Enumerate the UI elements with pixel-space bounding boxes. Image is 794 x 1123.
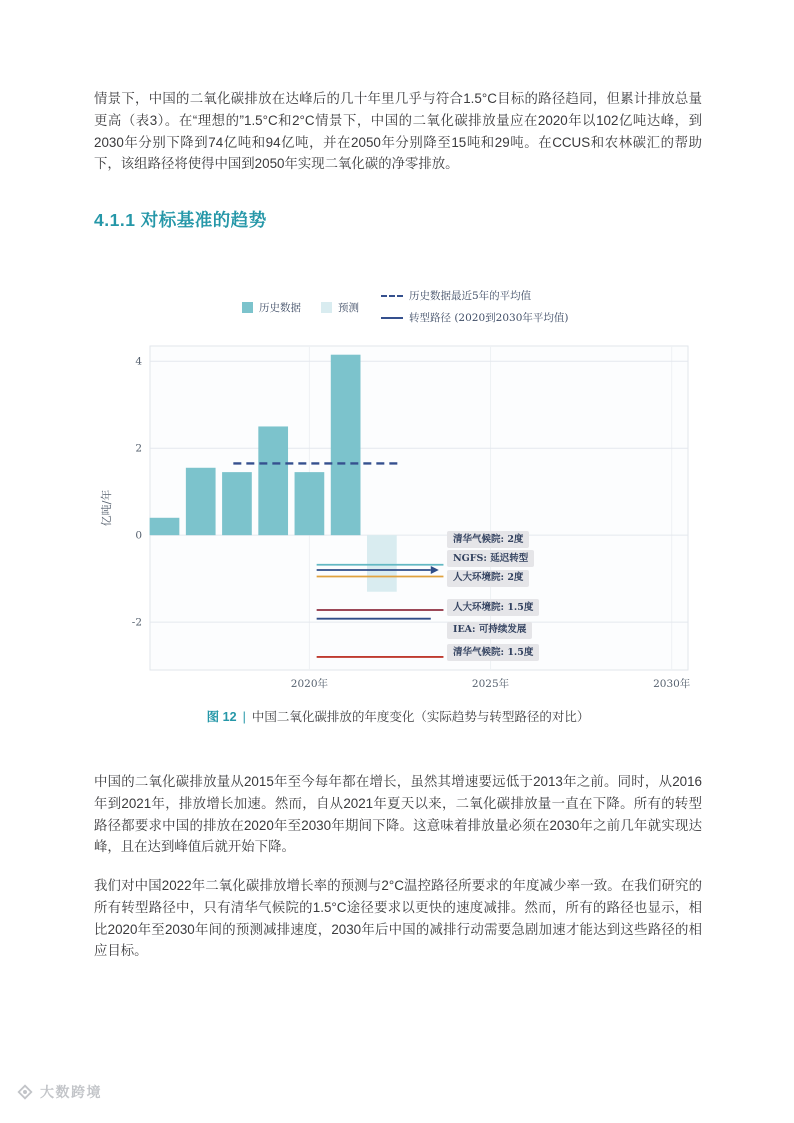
y-tick-label: 0 (135, 529, 142, 542)
chart-canvas (94, 334, 700, 702)
watermark-logo-icon (16, 1083, 34, 1101)
chart-bar (258, 426, 288, 535)
legend-item-historical (242, 289, 301, 325)
x-tick-label: 2020年 (290, 678, 329, 690)
chart-bar (331, 355, 361, 535)
chart-bar (295, 472, 325, 535)
pathway-label: IEA: 可持续发展 (447, 622, 532, 639)
chart-plot-area (94, 334, 700, 702)
legend-item-average (381, 288, 568, 303)
solid-line-icon (381, 317, 403, 319)
chart-bar (367, 535, 397, 592)
figure-title: 中国二氧化碳排放的年度变化（实际趋势与转型路径的对比） (251, 710, 590, 724)
emissions-chart (94, 280, 702, 704)
legend-swatch-group (242, 288, 359, 325)
dashed-line-icon (381, 295, 403, 297)
figure-separator: | (242, 710, 246, 724)
pathway-label: 人大环境院: 2度 (447, 570, 529, 587)
y-axis-label: 亿吨/年 (100, 489, 113, 527)
y-tick-label: -2 (131, 616, 142, 629)
pathway-label: 清华气候院: 1.5度 (447, 644, 539, 661)
chart-legend (242, 288, 568, 325)
legend-item-pathway (381, 310, 568, 325)
x-tick-label: 2025年 (471, 678, 510, 690)
pathway-label: NGFS: 延迟转型 (447, 550, 534, 567)
forecast-swatch-icon (321, 302, 332, 313)
figure-number: 图 12 (206, 710, 237, 724)
legend-label: 预测 (338, 301, 359, 314)
legend-label: 历史数据 (259, 301, 301, 314)
analysis-paragraph-2: 我们对中国2022年二氧化碳排放增长率的预测与2°C温控路径所要求的年度减少率一致。在我们研究的所有转型路径中，只有清华气候院的1.5°C途径要求以更快的速度减排。然而，所有的路径也显示，相比2020年至2030年间的预测减排速度，2030年后中国的减排行动需要急剧加速才能达到这些路径的相应目标。 (94, 878, 702, 959)
y-tick-label: 2 (135, 442, 142, 455)
x-tick-label: 2030年 (653, 678, 691, 690)
watermark (16, 1082, 102, 1102)
legend-item-forecast (321, 289, 359, 325)
y-tick-label: 4 (135, 355, 142, 368)
chart-bar (186, 468, 216, 535)
legend-line-group (381, 288, 568, 325)
legend-label: 历史数据最近5年的平均值 (409, 290, 532, 302)
historical-swatch-icon (242, 302, 253, 313)
pathway-label: 清华气候院: 2度 (447, 531, 529, 548)
section-heading: 4.1.1 对标基准的趋势 (94, 210, 267, 230)
legend-label: 转型路径 (2020到2030年平均值) (409, 312, 569, 324)
watermark-text: 大数跨境 (40, 1084, 102, 1100)
figure-caption (94, 707, 702, 725)
chart-bar (150, 518, 180, 535)
analysis-paragraph-1: 中国的二氧化碳排放量从2015年至今每年都在增长，虽然其增速要远低于2013年之前。同时，从2016年到2021年，排放增长加速。然而，自从2021年夏天以来，二氧化碳排放量一直在下降。所有的转型路径都要求中国的排放在2020年至2030年期间下降。这意味着排放量必须在2030年之前几年就实现达峰，且在达到峰值后就开始下降。 (94, 774, 702, 855)
pathway-label: 人大环境院: 1.5度 (447, 599, 539, 616)
intro-paragraph: 情景下，中国的二氧化碳排放在达峰后的几十年里几乎与符合1.5°C目标的路径趋同，但累计排放总量更高（表3）。在“理想的”1.5°C和2°C情景下，中国的二氧化碳排放量应在2020年以102亿吨达峰，到2030年分别下降到74亿吨和94亿吨，并在2050年分别降至15吨和29吨。在CCUS和农林碳汇的帮助下，该组路径将使得中国到2050年实现二氧化碳的净零排放。 (94, 91, 702, 172)
chart-bar (222, 472, 252, 535)
